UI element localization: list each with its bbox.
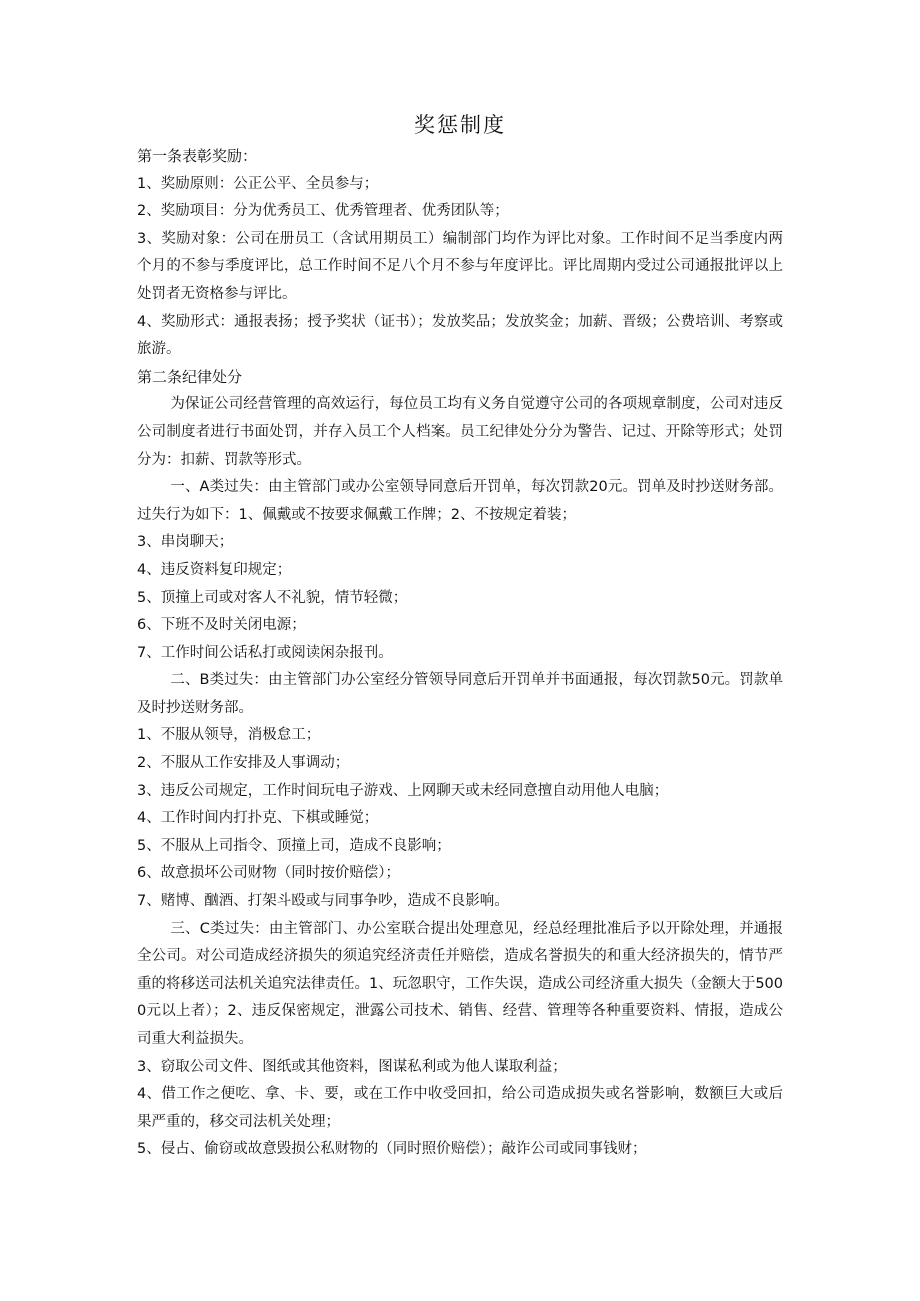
- class-a-item: 3、串岗聊天；: [137, 534, 234, 551]
- class-c-item: 3、窃取公司文件、图纸或其他资料，图谋私利或为他人谋取利益；: [137, 1058, 567, 1075]
- document-body: [137, 143, 783, 1164]
- class-b-item: 3、违反公司规定，工作时间玩电子游戏、上网聊天或未经同意擅自动用他人电脑；: [137, 782, 669, 799]
- class-a-item: 7、工作时间公话私打或阅读闲杂报刊。: [137, 644, 393, 661]
- class-b-item: 2、不服从工作安排及人事调动；: [137, 755, 350, 772]
- class-b-item: 1、不服从领导，消极怠工；: [137, 727, 321, 744]
- class-b-item: 5、不服从上司指令、顶撞上司，造成不良影响；: [137, 837, 451, 854]
- class-b-item: 4、工作时间内打扑克、下棋或睡觉；: [137, 810, 379, 827]
- class-a-item: 6、下班不及时关闭电源；: [137, 617, 306, 634]
- discipline-intro: 为保证公司经营管理的高效运行，每位员工均有义务自觉遵守公司的各项规章制度，公司对违反公司制度者进行书面处罚，并存入员工个人档案。员工纪律处分分为警告、记过、开除等形式；处罚分为：扣薪、罚款等形式。: [137, 396, 783, 468]
- class-c-item: 4、借工作之便吃、拿、卡、要，或在工作中收受回扣，给公司造成损失或名誉影响，数额巨大或后果严重的，移交司法机关处理；: [137, 1086, 783, 1130]
- section-heading-rewards: 第一条表彰奖励：: [137, 147, 258, 165]
- reward-item-2: 2、奖励项目：分为优秀员工、优秀管理者、优秀团队等；: [137, 203, 509, 220]
- class-a-item: 4、违反资料复印规定；: [137, 561, 292, 578]
- class-b-item: 6、故意损坏公司财物（同时按价赔偿）；: [137, 865, 400, 882]
- reward-item-3: 3、奖励对象：公司在册员工（含试用期员工）编制部门均作为评比对象。工作时间不足当季度内两个月的不参与季度评比，总工作时间不足八个月不参与年度评比。评比周期内受过公司通报批评以上处罚者无资格参与评比。: [137, 230, 783, 302]
- class-a-item: 5、顶撞上司或对客人不礼貌，情节轻微；: [137, 589, 408, 606]
- class-b-item: 7、赌博、酗酒、打架斗殴或与同事争吵，造成不良影响。: [137, 893, 509, 910]
- section-heading-discipline: 第二条纪律处分: [137, 367, 243, 386]
- document-title: 奖惩制度: [414, 113, 506, 137]
- reward-item-1: 1、奖励原则：公正公平、全员参与；: [137, 175, 379, 192]
- class-c-item: 5、侵占、偷窃或故意毁损公私财物的（同时照价赔偿）；敲诈公司或同事钱财；: [137, 1141, 647, 1158]
- class-b-intro: 二、B类过失：由主管部门办公室经分管领导同意后开罚单并书面通报，每次罚款50元。罚款单及时抄送财务部。: [137, 672, 783, 716]
- class-c-intro: 三、C类过失：由主管部门、办公室联合提出处理意见，经总经理批准后予以开除处理，并通报全公司。对公司造成经济损失的须追究经济责任并赔偿，造成名誉损失的和重大经济损失的，情节严重的将移送司法机关追究法律责任。1、玩忽职守，工作失误，造成公司经济重大损失（金额大于5000元以上者）；2、违反保密规定，泄露公司技术、销售、经营、管理等各种重要资料、情报，造成公司重大利益损失。: [137, 920, 783, 1047]
- class-a-intro: 一、A类过失：由主管部门或办公室领导同意后开罚单，每次罚款20元。罚单及时抄送财务部。过失行为如下：1、佩戴或不按要求佩戴工作牌；2、不按规定着装；: [137, 479, 783, 523]
- reward-item-4: 4、奖励形式：通报表扬；授予奖状（证书）；发放奖品；发放奖金；加薪、晋级；公费培训、考察或旅游。: [137, 313, 783, 358]
